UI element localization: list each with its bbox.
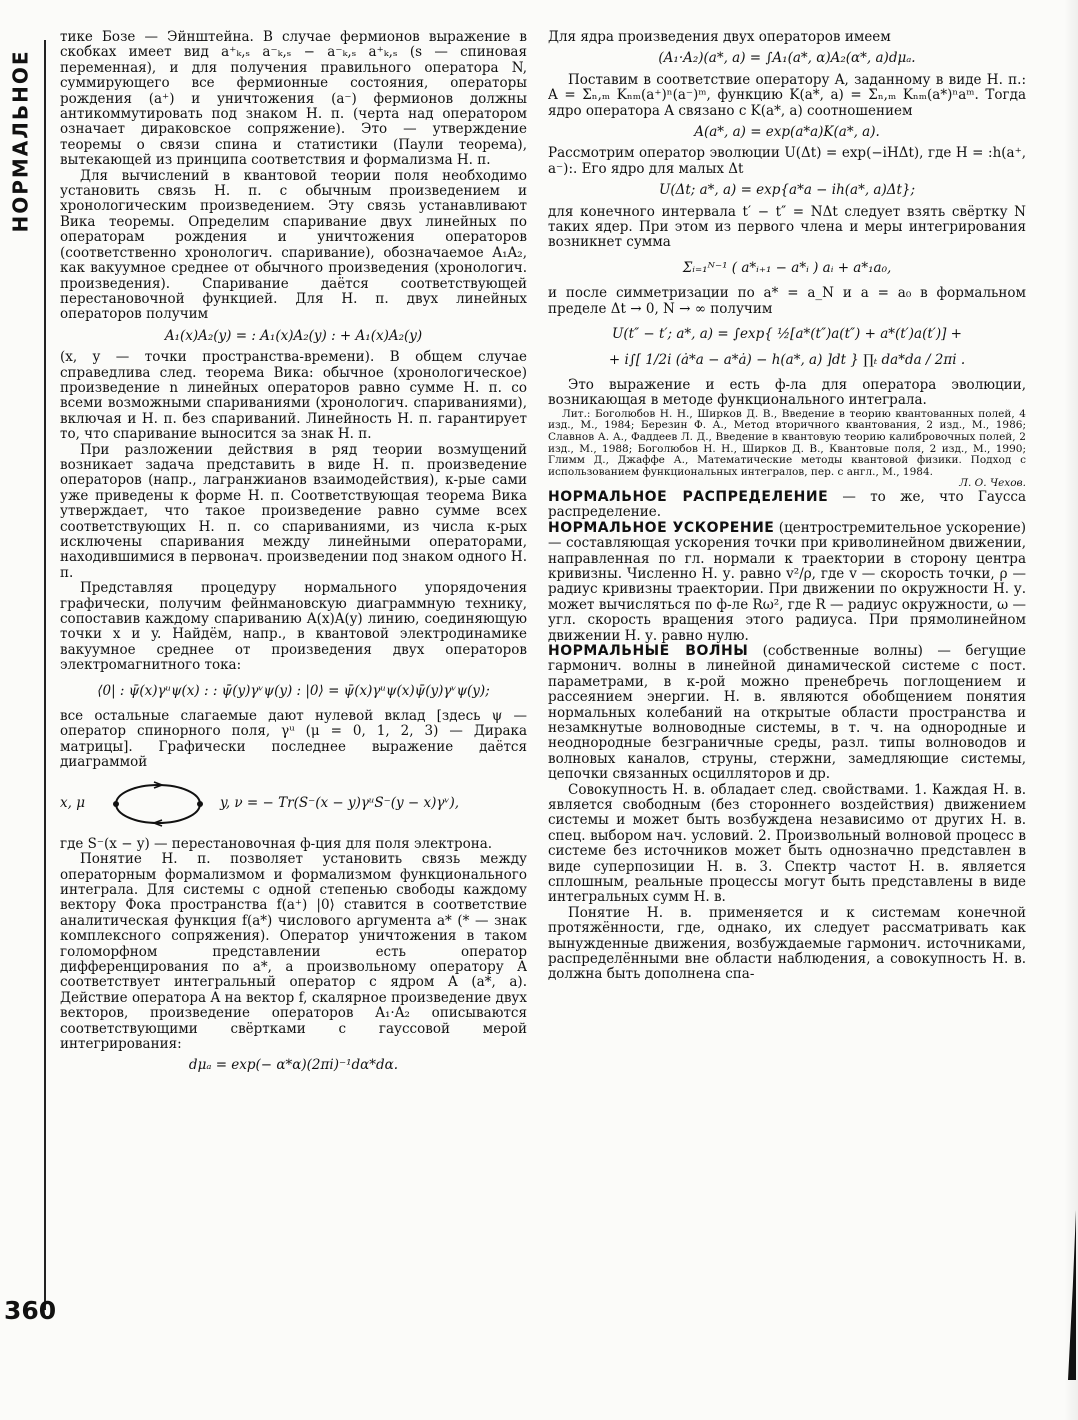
diagram-label-right: y, ν = − Tr(S⁻(x − y)γᵘS⁻(y − x)γᵛ), [220, 794, 460, 811]
page-number: 360 [4, 1296, 57, 1325]
entry-normal-waves [548, 644, 1026, 783]
left-column [60, 30, 527, 1330]
entry-normal-acceleration [548, 521, 1026, 644]
feynman-diagram [60, 781, 527, 827]
paragraph: где S⁻(x − y) — перестановочная ф-ция для поля электрона. [60, 835, 493, 852]
paragraph: Понятие Н. в. применяется и к системам конечной протяжённости, где, однако, их следует рассматривать как вынужденные движения, возбуждаемые гармонич. источниками, распределёнными вне области наблюдения, а совокупность Н. в. должна быть дополнена спа- [548, 904, 1026, 983]
bibliography-author: Л. О. Чехов. [959, 478, 1026, 490]
entry-normal-distribution [548, 490, 1026, 521]
formula: U(Δt; a*, a) = exp{a*a − ih(a*, a)Δt}; [658, 182, 916, 199]
paragraph: тике Бозе — Эйнштейна. В случае фермионов выражение в скобках имеет вид a⁺ₖ,ₛ a⁻ₖ,ₛ − a⁻ₖ,ₛ a⁺ₖ,ₛ (s — спиновая переменная), и для получения правильного оператора N, суммирующего все фермионные состояния, операторы рождения (a⁺) и уничтожения (a⁻) фермионов должны антикоммутировать под знаком Н. п. (черта над оператором означает дираковское сопряжение). Это — утверждение теоремы о связи спина и статистики (Паули теорема), вытекающей из принципа соответствия и формализма Н. п. [60, 30, 527, 169]
running-head-text: НОРМАЛЬНОЕ [9, 49, 34, 233]
entry-term: НОРМАЛЬНОЕ УСКОРЕНИЕ [548, 519, 775, 536]
entry-body: (собственные волны) — бегущие гармонич. волны в линейной динамической системе с пост. параметрами, в к-рой можно пренебречь поглощением и рассеянием энергии. Н. в. являются обобщением понятия нормальных колебаний на открытые области пространства и незамкнутые волноводные системы, в т. ч. на однородные и неоднородные безграничные среды, разл. типы волноводов и волновых каналов, струны, стержни, замедляющие системы, цепочки связанных осцилляторов и др. [548, 642, 1026, 783]
diagram-label-left: x, μ [60, 794, 85, 811]
formula: A₁(x)A₂(y) = : A₁(x)A₂(y) : + A₁(x)A₂(y) [164, 327, 423, 344]
scan-shadow [1064, 0, 1078, 1420]
paragraph: Понятие Н. п. позволяет установить связь между операторным формализмом и формализмом функционального интеграла. Для системы с одной степенью свободы каждому вектору Фока пространства f(a⁺) |0⟩ ставится в соответствие аналитическая функция f(a*) числового аргумента a* (* — знак комплексного сопряжения). Оператор уничтожения в таком голоморфном представлении есть оператор дифференцирования по a*, а произвольному оператору A соответствует интегральный оператор с ядром A (a*, a). Действие оператора A на вектор f, скалярное произведение двух векторов, произведение операторов A₁·A₂ описываются соответствующими свёртками с гауссовой мерой интегрирования: [60, 851, 527, 1052]
entry-body: — то же, что Гаусса распределение. [548, 488, 1026, 521]
formula: ⟨0| : ψ̄(x)γᵘψ(x) : : ψ̄(y)γᵛψ(y) : |0⟩ = ψ̄(x)γᵘψ(x)ψ̄(y)γᵛψ(y); [97, 682, 490, 699]
formula: + i∫[ 1/2i (ȧ*a − a*ȧ) − h(a*, a) ]dt } ∏ₜ da*da / 2πi . [608, 351, 966, 368]
entry-term: НОРМАЛЬНЫЕ ВОЛНЫ [548, 642, 749, 659]
paragraph: Для ядра произведения двух операторов имеем [548, 30, 891, 45]
formula: A(a*, a) = exp(a*a)K(a*, a). [694, 124, 880, 141]
paragraph: все остальные слагаемые дают нулевой вклад [здесь ψ — оператор спинорного поля, γᵘ (μ = 0, 1, 2, 3) — Дирака матрицы]. Графически последнее выражение даётся диаграммой [60, 708, 527, 771]
formula: dμₐ = exp(− α*α)(2πi)⁻¹dα*dα. [188, 1057, 399, 1074]
paragraph: (x, y — точки пространства-времени). В общем случае справедлива след. теорема Вика: обычное (хронологическое) произведение n линейных операторов равно сумме Н. п. со всеми возможными спариваниями (хронологич. спариваниями), включая и Н. п. без спариваний. Линейность Н. п. гарантирует то, что спаривание выносится за знак Н. п. [60, 349, 527, 443]
loop-diagram-icon [110, 781, 206, 827]
right-column [548, 30, 1026, 1330]
paragraph: Поставим в соответствие оператору A, заданному в виде Н. п.: A = Σₙ,ₘ Kₙₘ(a⁺)ⁿ(a⁻)ᵐ, функцию K(a*, a) = Σₙ,ₘ Kₙₘ(a*)ⁿaᵐ. Тогда ядро оператора A связано с K(a*, a) соотношением [548, 71, 1026, 119]
bibliography-text: Лит.: Боголюбов Н. Н., Ширков Д. В., Введение в теорию квантованных полей, 4 изд., М., 1984; Березин Ф. А., Метод вторичного квантования, 2 изд., М., 1986; Славнов А. А., Фаддеев Л. Д., Введение в квантовую теорию калибровочных полей, 2 изд., М., 1988; Боголюбов Н. Н., Ширков Д. В., Квантовые поля, 2 изд., М., 1990; Глимм Д., Джаффе А., Математические методы квантовой физики. Подход с использованием функциональных интегралов, пер. с англ., М., 1984. [548, 407, 1026, 478]
paragraph: для конечного интервала t′ − t″ = NΔt следует взять свёртку N таких ядер. При этом из первого члена и меры интегрирования возникнет сумма [548, 203, 1026, 251]
running-head [6, 36, 36, 246]
paragraph: Совокупность Н. в. обладает след. свойствами. 1. Каждая Н. в. является свободным (без стороннего воздействия) движением системы и может быть возбуждена независимо от других Н. в. спец. выбором нач. условий. 2. Произвольный волновой процесс в системе без источников может быть однозначно представлен в виде суперпозиции Н. в. 3. Спектр частот Н. в. является сплошным, реальные процессы могут быть представлены в виде интегральных сумм Н. в. [548, 781, 1026, 906]
paragraph: Для вычислений в квантовой теории поля необходимо установить связь Н. п. с обычным произведением и хронологическим произведением. Эту связь устанавливают Вика теоремы. Определим спаривание двух линейных по операторам рождения и уничтожения операторов (соответственно хронологич. спаривание), обозначаемое A₁A₂, как вакуумное среднее от обычного произведения (хронологич. произведения). Спаривание даётся соответствующей перестановочной функцией. Для Н. п. двух линейных операторов получим [60, 167, 527, 323]
entry-term: НОРМАЛЬНОЕ РАСПРЕДЕЛЕНИЕ [548, 488, 829, 505]
paragraph: Это выражение и есть ф-ла для оператора эволюции, возникающая в методе функционального интеграла. [548, 376, 1026, 409]
paragraph: и после симметризации по a* = a_N и a = a₀ в формальном пределе Δt → 0, N → ∞ получим [548, 285, 1026, 317]
formula: (A₁·A₂)(a*, a) = ∫A₁(a*, α)A₂(α*, a)dμₐ. [658, 50, 916, 67]
formula: U(t″ − t′; a*, a) = ∫exp{ ½[a*(t″)a(t″) + a*(t′)a(t′)] + [612, 326, 962, 343]
paragraph: Представляя процедуру нормального упорядочения графически, получим фейнмановскую диаграммную технику, сопоставив каждому спариванию A(x)A(y) линию, соединяющую точки x и y. Найдём, напр., в квантовой электродинамике вакуумное среднее от произведения двух операторов электромагнитного тока: [60, 580, 527, 674]
entry-body: (центростремительное ускорение) — составляющая ускорения точки при криволинейном движении, направленная по гл. нормали к траектории в сторону центра кривизны. Численно Н. у. равно v²/ρ, где v — скорость точки, ρ — радиус кривизны траектории. При движении по окружности Н. у. может вычисляться по ф-ле Rω², где R — радиус окружности, ω — угл. скорость вращения этого радиуса. При прямолинейном движении Н. у. равно нулю. [548, 519, 1026, 644]
paragraph: Рассмотрим оператор эволюции U(Δt) = exp(−iHΔt), где H = :h(a⁺, a⁻):. Его ядро для малых Δt [548, 145, 1026, 177]
margin-rule [44, 40, 46, 1310]
paragraph: При разложении действия в ряд теории возмущений возникает задача представить в виде Н. п. произведение операторов (напр., лагранжианов взаимодействия), к-рые сами уже приведены к форме Н. п. Соответствующая теорема Вика утверждает, что такое произведение равно сумме всех соответствующих Н. п. со спариваниями, из числа к-рых исключены спаривания между линейными операторами, находившимися в первонач. произведении под знаком одного Н. п. [60, 441, 527, 581]
bibliography [548, 409, 1026, 490]
formula: Σᵢ₌₁ᴺ⁻¹ ( a*ᵢ₊₁ − a*ᵢ ) aᵢ + a*₁a₀, [682, 259, 892, 276]
